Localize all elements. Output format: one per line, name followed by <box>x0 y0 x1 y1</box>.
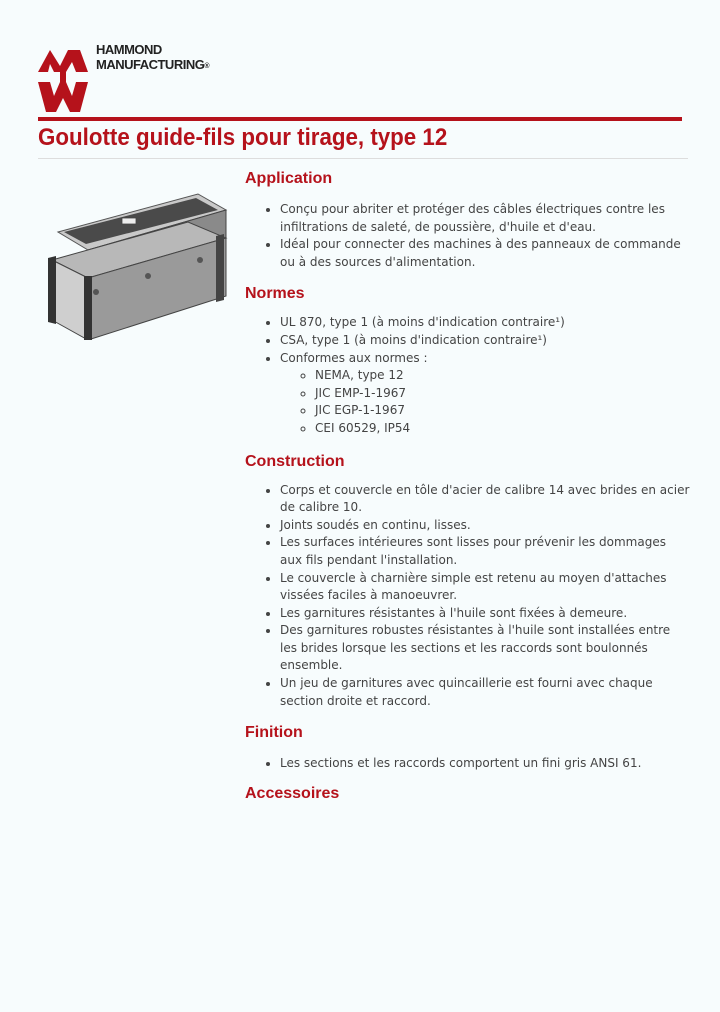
company-name-line2: MANUFACTURING <box>96 57 205 72</box>
hammond-logo <box>38 42 238 114</box>
section-heading-finition: Finition <box>245 724 303 742</box>
header-rule <box>38 117 682 121</box>
list-item: • Corps et couvercle en tôle d'acier de calibre 14 avec brides en acier de calibre 10. <box>280 482 690 517</box>
normes-sublist <box>280 367 690 437</box>
list-item: • Des garnitures robustes résistantes à l'huile sont installées entre les brides lorsque les sections et les raccords sont boulonnés ensemble. <box>280 622 690 675</box>
list-item: • Les sections et les raccords comportent un fini gris ANSI 61. <box>280 755 690 773</box>
title-divider <box>38 158 688 159</box>
section-heading-accessoires: Accessoires <box>245 784 340 802</box>
registered-mark: ® <box>204 63 209 70</box>
normes-list <box>245 314 690 437</box>
sublist-item: ◦ JIC EGP-1-1967 <box>315 402 690 420</box>
list-item: • Les garnitures résistantes à l'huile sont fixées à demeure. <box>280 605 690 623</box>
company-name <box>96 42 209 74</box>
list-item: • Le couvercle à charnière simple est retenu au moyen d'attaches vissées faciles à manoeuvrer. <box>280 570 690 605</box>
section-heading-construction: Construction <box>245 452 345 470</box>
list-item: • CSA, type 1 (à moins d'indication contraire¹) <box>280 332 690 350</box>
section-heading-application: Application <box>245 170 333 187</box>
section-finition <box>245 722 690 773</box>
section-normes <box>245 283 690 437</box>
list-item: • Un jeu de garnitures avec quincaillerie est fourni avec chaque section droite et raccord. <box>280 675 690 710</box>
sublist-item: ◦ JIC EMP-1-1967 <box>315 385 690 403</box>
sublist-item: ◦ CEI 60529, IP54 <box>315 420 690 438</box>
list-item: • Les surfaces intérieures sont lisses pour prévenir les dommages aux fils pendant l'installation. <box>280 534 690 569</box>
section-construction <box>245 451 690 711</box>
product-image <box>48 192 228 340</box>
section-heading-normes: Normes <box>245 285 305 303</box>
page-title: Goulotte guide-fils pour tirage, type 12 <box>38 124 448 151</box>
product-specs <box>245 168 690 805</box>
section-application <box>245 168 690 271</box>
list-item: • UL 870, type 1 (à moins d'indication contraire¹) <box>280 314 690 332</box>
construction-list <box>245 482 690 711</box>
list-item: • Idéal pour connecter des machines à des panneaux de commande ou à des sources d'alimentation. <box>280 236 690 271</box>
application-list <box>245 201 690 271</box>
sublist-item: ◦ NEMA, type 12 <box>315 367 690 385</box>
list-item <box>280 350 690 438</box>
finition-list <box>245 755 690 773</box>
section-accessoires <box>245 783 690 805</box>
company-name-line1: HAMMOND <box>96 42 162 57</box>
list-item: • Conçu pour abriter et protéger des câbles électriques contre les infiltrations de saleté, de poussière, d'huile et d'eau. <box>280 201 690 236</box>
hammond-logo-mark-icon <box>38 42 88 112</box>
list-item-text: Conformes aux normes : <box>280 350 428 365</box>
list-item: • Joints soudés en continu, lisses. <box>280 517 690 535</box>
